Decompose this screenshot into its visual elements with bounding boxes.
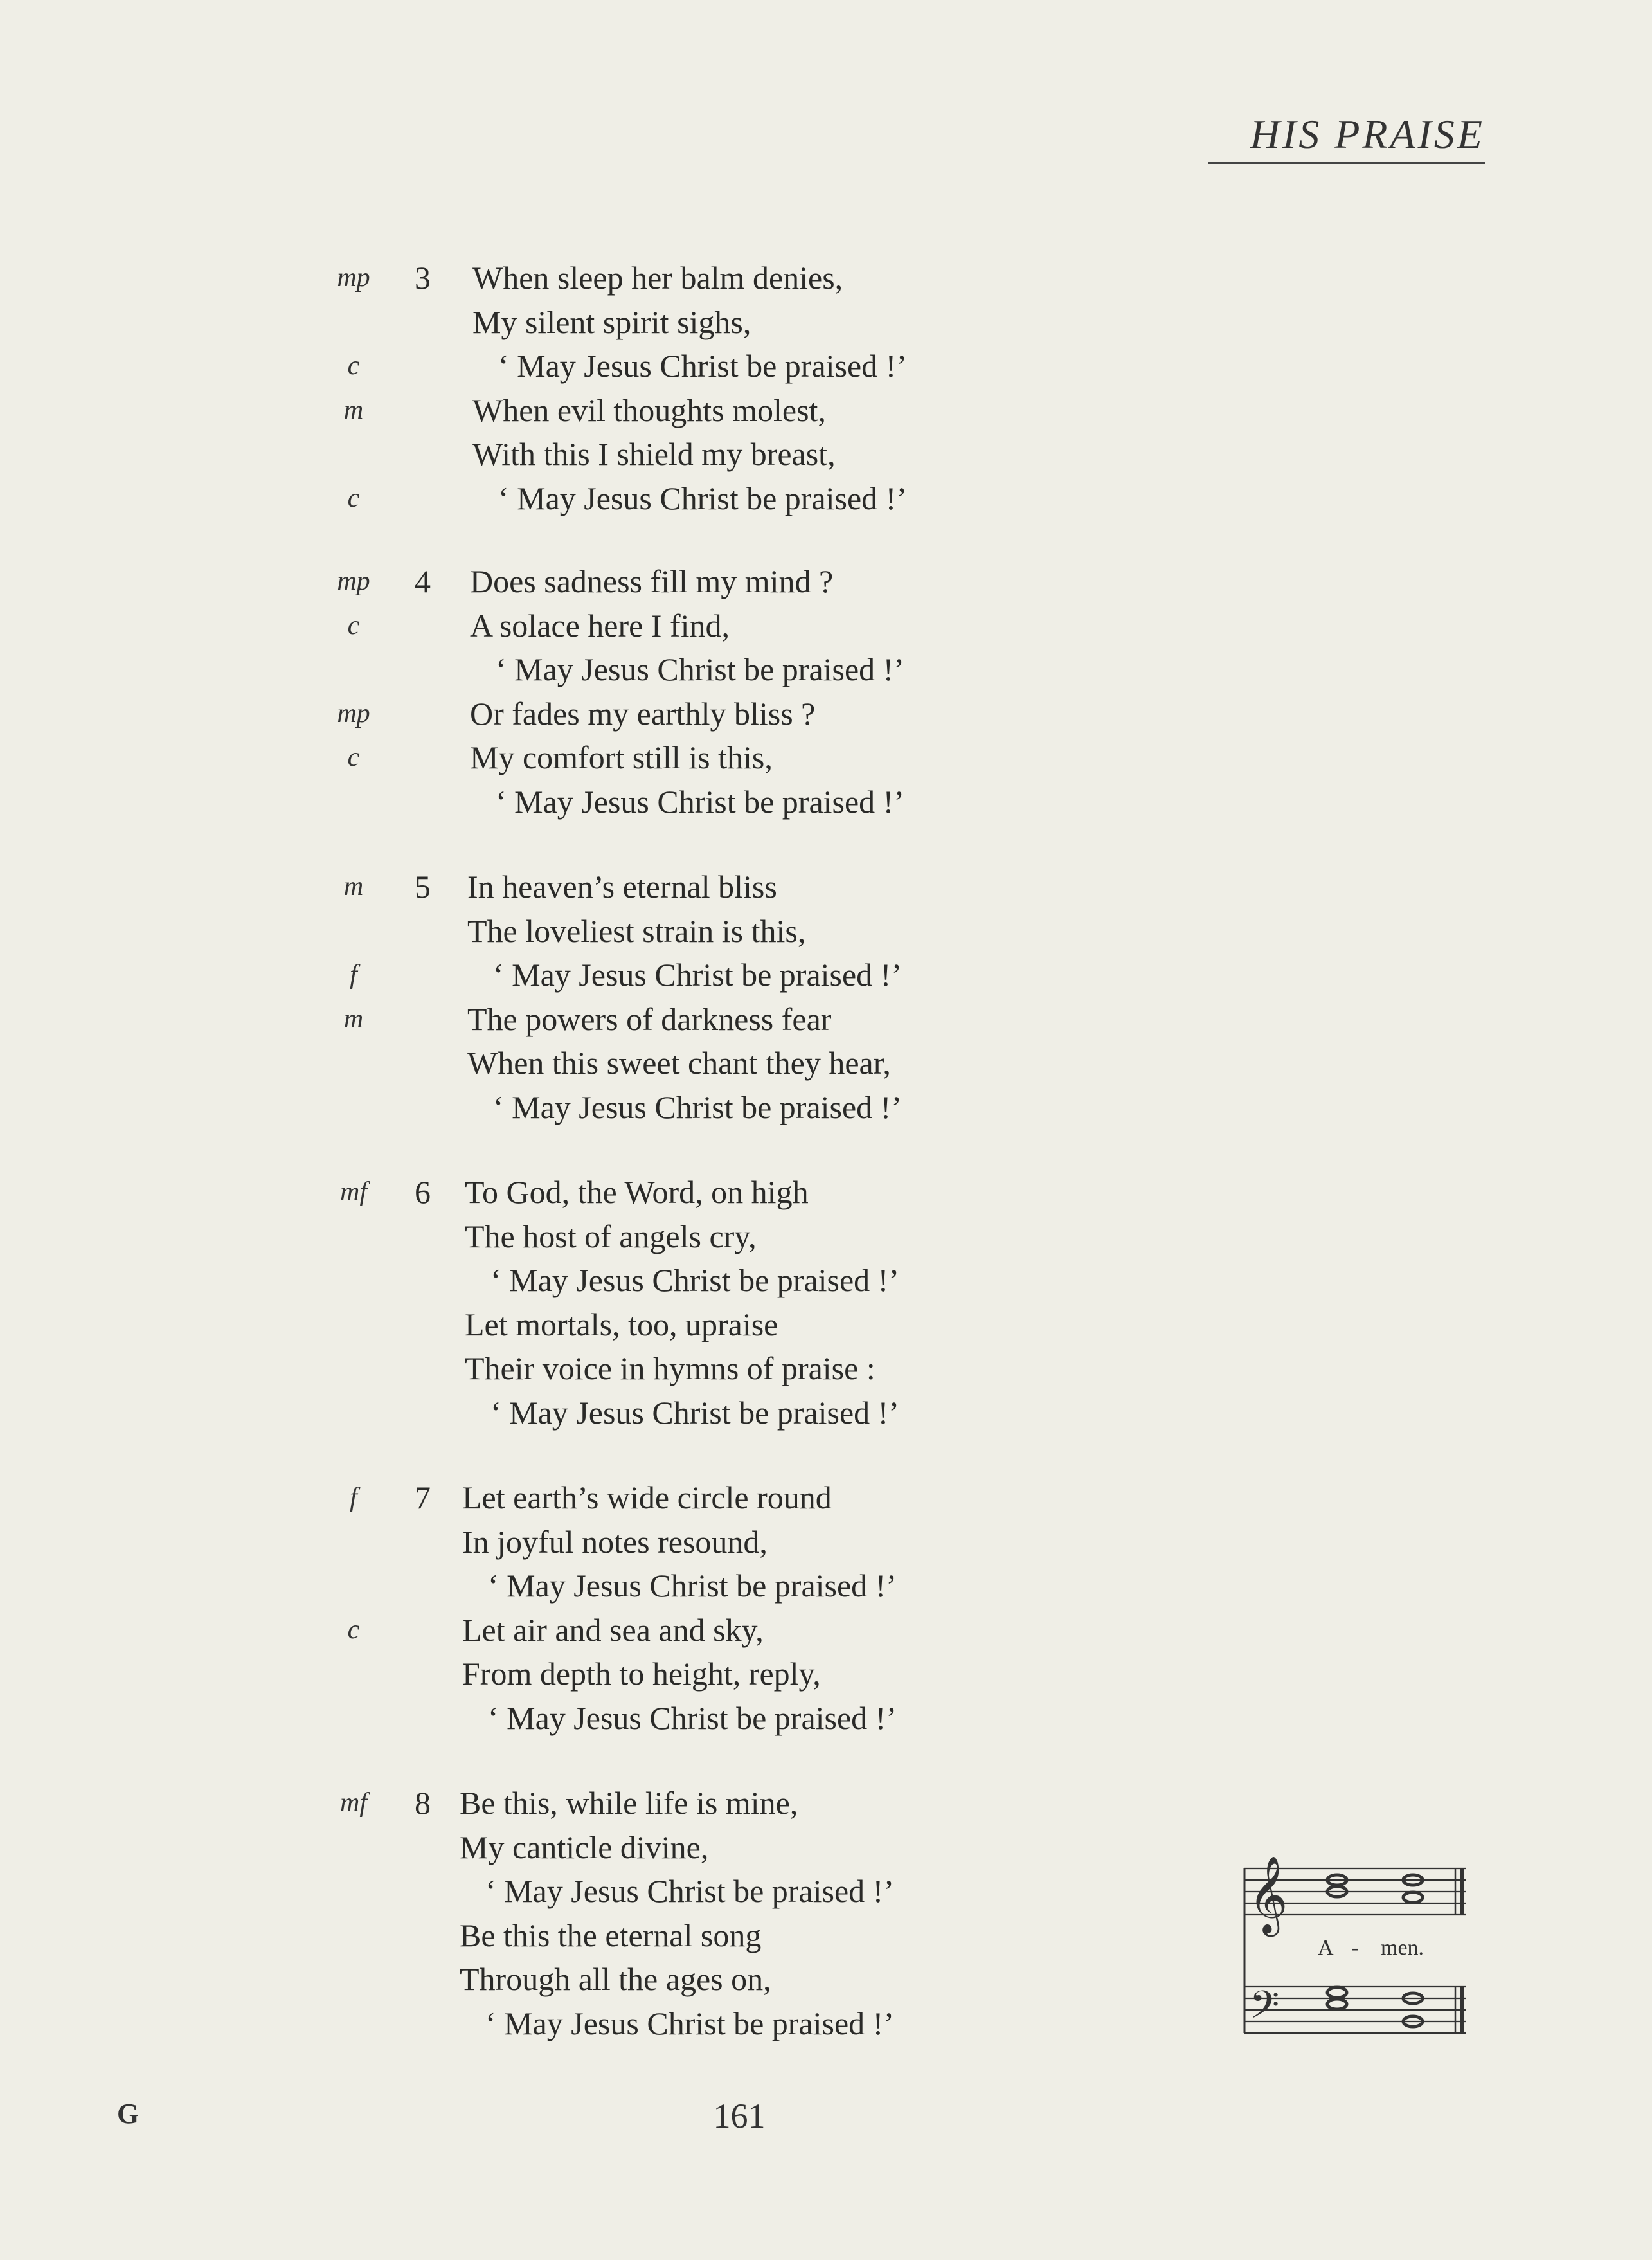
verse-line [0, 1869, 1093, 1913]
verse-number: 3 [415, 260, 431, 296]
verse-line [0, 909, 1093, 953]
verse-line [0, 388, 1093, 432]
verse-line [0, 1041, 1093, 1085]
treble-clef-icon: 𝄞 [1248, 1855, 1288, 1933]
note [1327, 1987, 1347, 1998]
verse-line [0, 780, 1093, 824]
dynamic-mark: c [347, 351, 360, 381]
dynamic-mark: m [343, 395, 364, 425]
verse-line [0, 1520, 1093, 1564]
bass-notes [1327, 1987, 1423, 2027]
verse-line [0, 1564, 1093, 1607]
verse-text: When evil thoughts molest, [472, 392, 826, 428]
verse-line [0, 1652, 1093, 1695]
verse-text: From depth to height, reply, [462, 1656, 821, 1692]
verse-text: Or fades my earthly bliss ? [470, 695, 816, 732]
verse-text: When sleep her balm denies, [472, 260, 843, 296]
verse-line [0, 1476, 1093, 1519]
verse-text: ‘ May Jesus Christ be praised !’ [485, 1873, 894, 1909]
running-header: HIS PRAISE [1250, 111, 1485, 157]
verse-text: ‘ May Jesus Christ be praised !’ [493, 1089, 902, 1125]
verse-line [0, 559, 1093, 603]
verse-text: Through all the ages on, [460, 1961, 771, 1997]
verse-text: ‘ May Jesus Christ be praised !’ [496, 783, 904, 820]
verse-line [0, 692, 1093, 736]
verse-text: ‘ May Jesus Christ be praised !’ [498, 348, 907, 384]
verse-text: ‘ May Jesus Christ be praised !’ [490, 1262, 899, 1298]
verse-number: 6 [415, 1174, 431, 1210]
verse-text: ‘ May Jesus Christ be praised !’ [488, 1568, 897, 1604]
verse-line [0, 865, 1093, 909]
dynamic-mark: f [350, 960, 357, 990]
verse-text: Let earth’s wide circle round [462, 1479, 832, 1515]
verse-line [0, 1258, 1093, 1302]
dynamic-mark: mp [337, 263, 370, 293]
dynamic-mark: c [347, 1614, 360, 1645]
final-barline [1455, 1868, 1462, 2033]
amen-hyphen: - [1351, 1936, 1359, 1960]
dynamic-mark: f [350, 1483, 357, 1512]
treble-notes [1327, 1875, 1423, 1903]
verse-line [0, 1391, 1093, 1434]
verse-line [0, 736, 1093, 779]
verse-line [0, 604, 1093, 647]
verse-line [0, 476, 1093, 520]
bass-clef-icon: 𝄢 [1250, 1982, 1280, 2036]
header-rule [1208, 162, 1485, 164]
verse-line [0, 256, 1093, 300]
verse-number: 4 [415, 563, 431, 599]
verse-text: Does sadness fill my mind ? [470, 563, 834, 599]
dynamic-mark: c [347, 483, 360, 513]
dynamic-mark: mf [340, 1788, 367, 1818]
verse-line [0, 1825, 1093, 1869]
verse-text: In heaven’s eternal bliss [467, 869, 777, 905]
verse-text: The host of angels cry, [465, 1218, 757, 1254]
verse-text: Be this, while life is mine, [460, 1785, 798, 1821]
verse-text: When this sweet chant they hear, [467, 1045, 891, 1081]
dynamic-mark: m [343, 872, 364, 901]
signature-mark: G [117, 2098, 139, 2129]
verse-text: Be this the eternal song [460, 1917, 762, 1953]
verse-number: 8 [415, 1785, 431, 1821]
dynamic-mark: m [343, 1004, 364, 1034]
verse-line [0, 647, 1093, 691]
verse-line [0, 1346, 1093, 1390]
dynamic-mark: c [347, 610, 360, 640]
verse-text: My canticle divine, [460, 1829, 709, 1865]
verse-line [0, 1170, 1093, 1214]
amen-syllable-1: A [1318, 1936, 1334, 1960]
verse-text: The powers of darkness fear [467, 1000, 832, 1037]
verse-line [0, 997, 1093, 1041]
verse-text: My silent spirit sighs, [472, 303, 751, 340]
verse-text: The loveliest strain is this, [467, 912, 806, 949]
verse-text: ‘ May Jesus Christ be praised !’ [490, 1394, 899, 1431]
verse-line [0, 344, 1093, 388]
page-number: 161 [713, 2097, 766, 2135]
verse-text: In joyful notes resound, [462, 1523, 768, 1560]
verse-line [0, 1215, 1093, 1258]
dynamic-mark: c [347, 743, 360, 772]
verse-text: To God, the Word, on high [465, 1174, 809, 1210]
verse-line [0, 1781, 1093, 1825]
verse-number: 7 [415, 1479, 431, 1515]
verse-text: Let mortals, too, upraise [465, 1306, 778, 1342]
verse-number: 5 [415, 869, 431, 905]
verse-text: ‘ May Jesus Christ be praised !’ [496, 651, 904, 687]
verse-line [0, 953, 1093, 997]
dynamic-mark: mp [337, 698, 370, 728]
verse-text: ‘ May Jesus Christ be praised !’ [498, 480, 907, 516]
dynamic-mark: mp [337, 566, 370, 596]
verse-text: A solace here I find, [470, 607, 730, 644]
verse-text: My comfort still is this, [470, 739, 773, 775]
verse-line [0, 1957, 1093, 2001]
verse-line [0, 1085, 1093, 1129]
verse-line [0, 1608, 1093, 1652]
dynamic-mark: mf [340, 1177, 367, 1207]
verse-text: ‘ May Jesus Christ be praised !’ [485, 2005, 894, 2041]
verse-text: With this I shield my breast, [472, 436, 836, 472]
verse-text: ‘ May Jesus Christ be praised !’ [493, 957, 902, 993]
note [1327, 1999, 1347, 2009]
amen-score [1241, 1845, 1472, 2057]
amen-syllable-2: men. [1381, 1936, 1424, 1960]
verse-line [0, 1696, 1093, 1740]
verse-line [0, 300, 1093, 344]
verse-text: ‘ May Jesus Christ be praised !’ [488, 1699, 897, 1736]
verse-text: Let air and sea and sky, [462, 1611, 764, 1648]
verse-line [0, 1913, 1093, 1957]
verse-line [0, 2002, 1093, 2045]
verse-text: Their voice in hymns of praise : [465, 1350, 875, 1386]
verse-line [0, 1303, 1093, 1346]
note [1403, 1892, 1423, 1903]
verse-line [0, 432, 1093, 476]
